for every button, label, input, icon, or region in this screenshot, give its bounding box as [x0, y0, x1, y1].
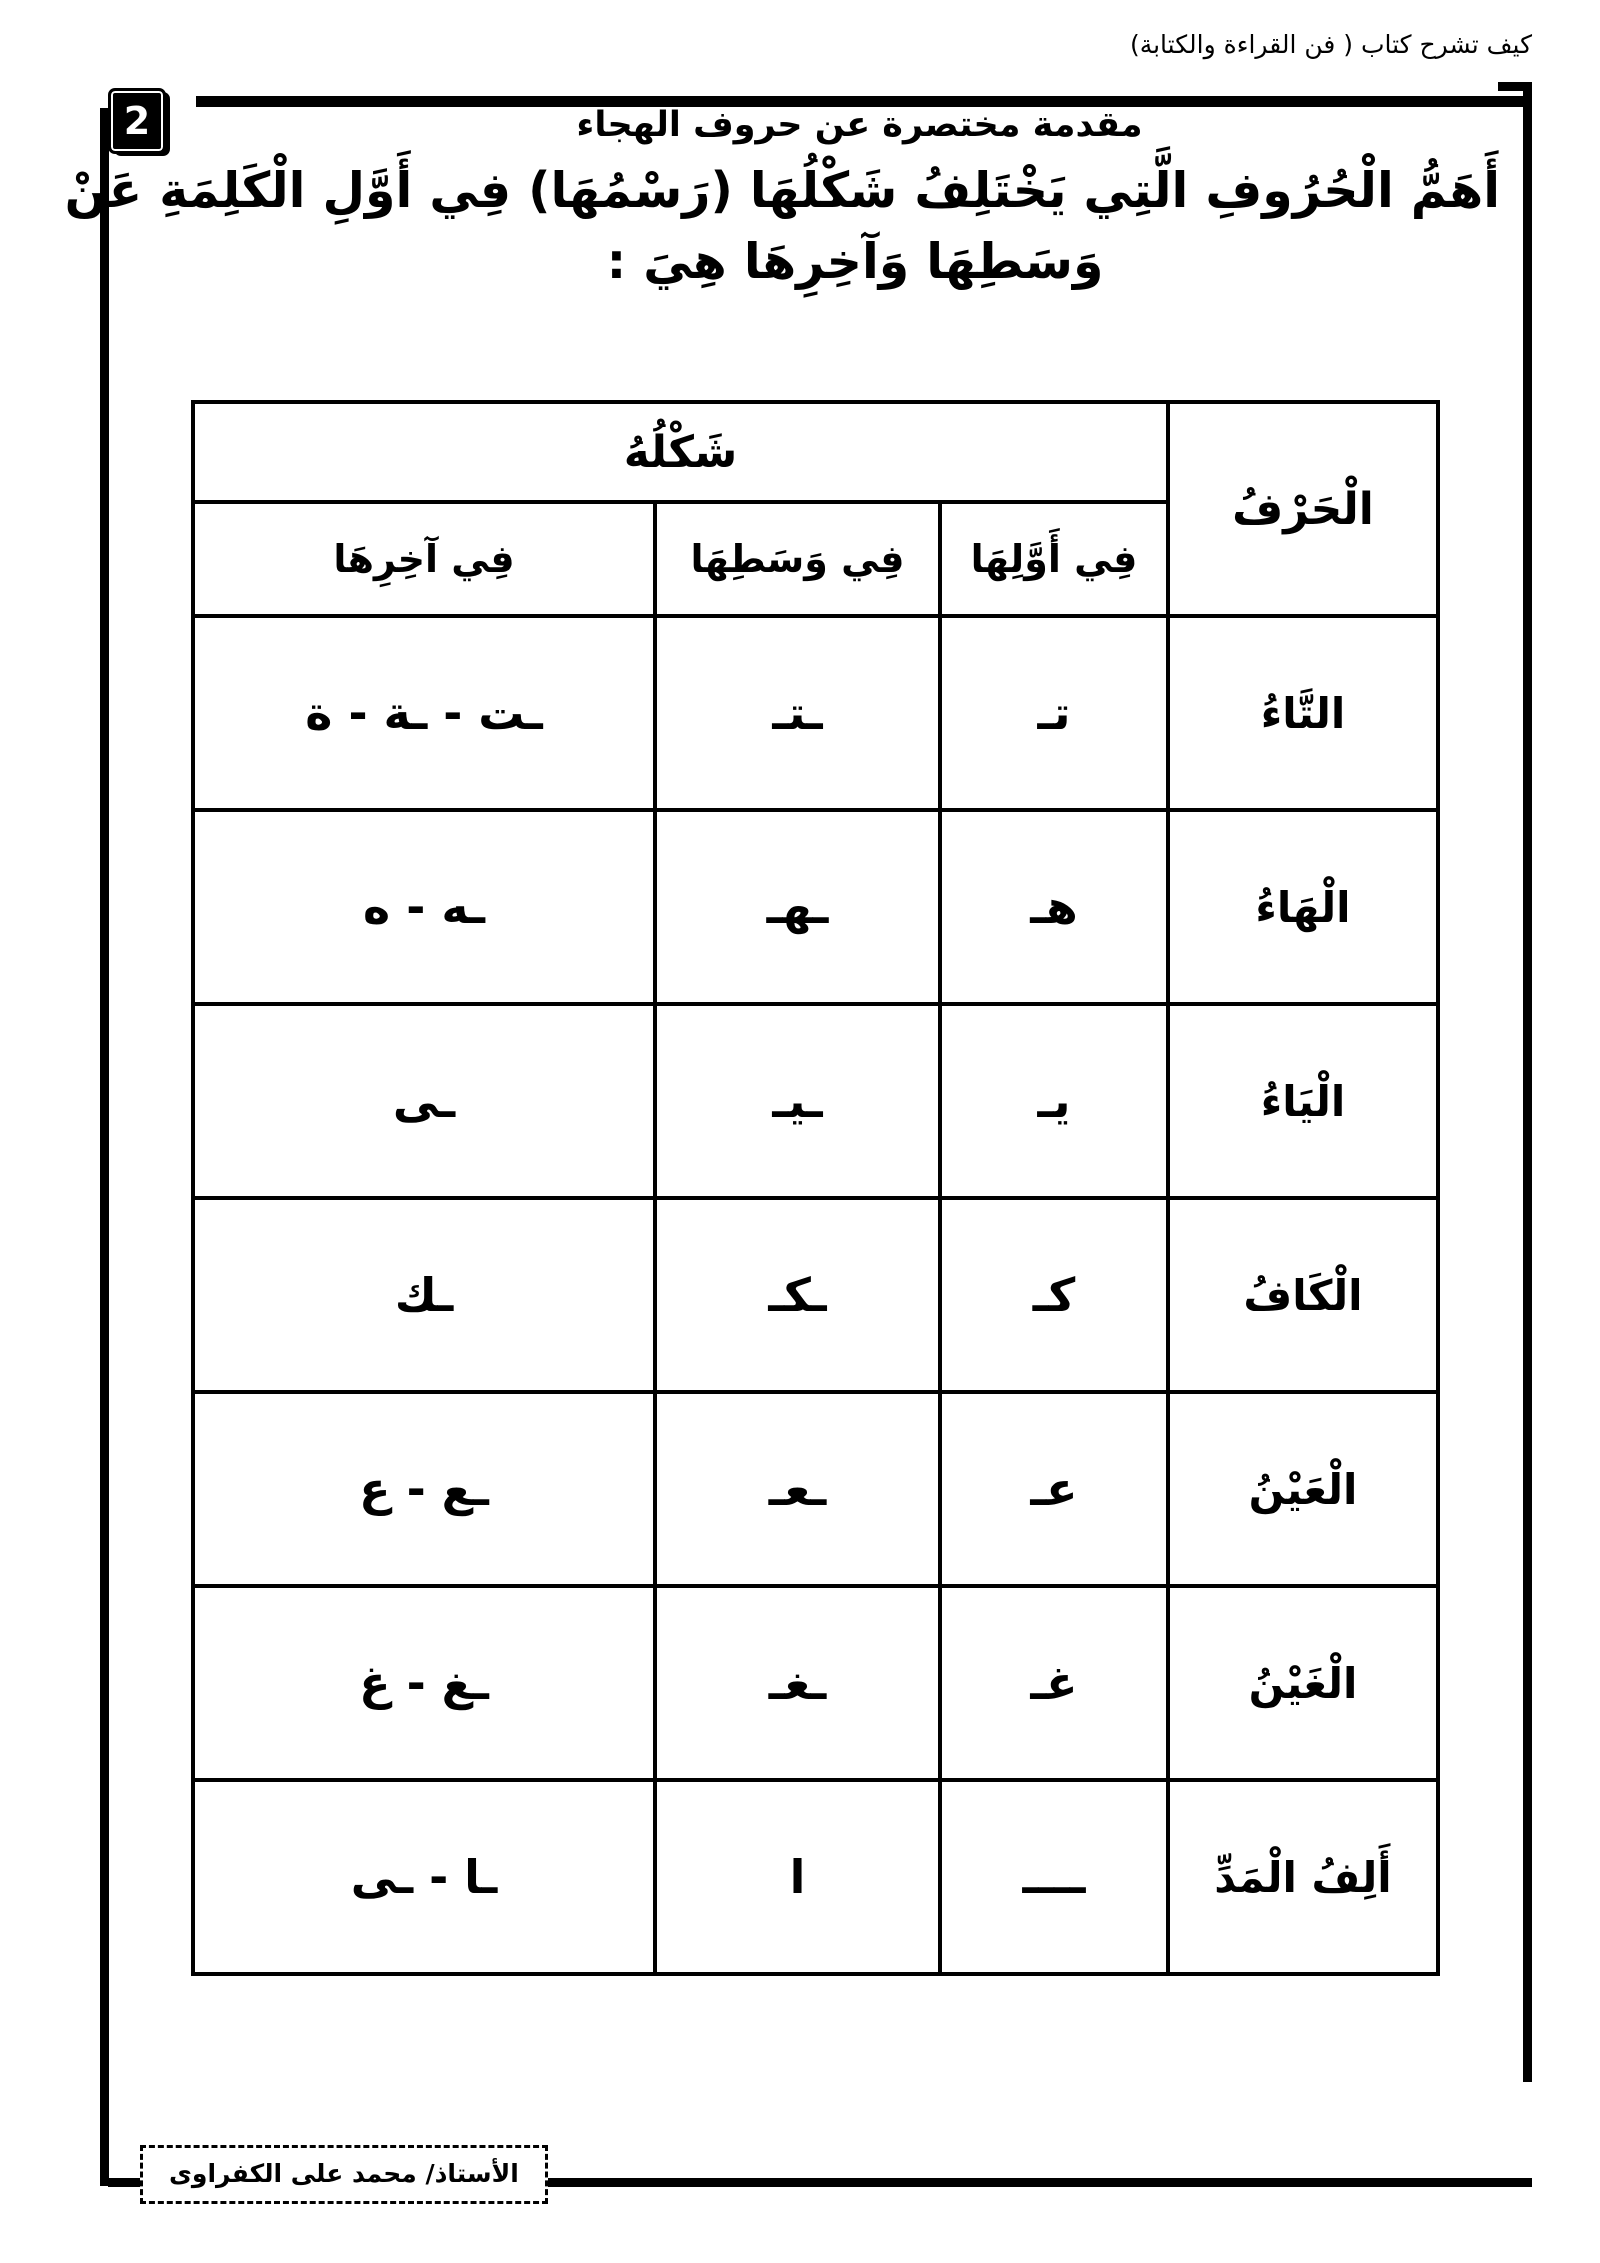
cell-form-medial: ـعـ [655, 1392, 940, 1586]
frame-border-right [1523, 82, 1532, 2082]
cell-letter-name: الْيَاءُ [1168, 1004, 1438, 1198]
table-head [193, 402, 1438, 616]
cell-form-medial: ـكـ [655, 1198, 940, 1392]
cell-form-final: ـك [193, 1198, 655, 1392]
cell-form-initial: عـ [940, 1392, 1168, 1586]
intro-paragraph [64, 155, 1500, 297]
cell-form-final: ـا - ـى [193, 1780, 655, 1974]
running-head: كيف تشرح كتاب ( فن القراءة والكتابة) [1129, 30, 1532, 59]
cell-form-final: ـت - ـة - ة [193, 616, 655, 810]
cell-form-medial: ـتـ [655, 616, 940, 810]
letter-forms-table [191, 400, 1440, 1976]
cell-form-medial: ـيـ [655, 1004, 940, 1198]
chapter-title: مقدمة مختصرة عن حروف الهجاء [576, 105, 1143, 145]
letter-forms-table-wrapper [195, 400, 1440, 1976]
cell-letter-name: الْعَيْنُ [1168, 1392, 1438, 1586]
cell-letter-name: الْغَيْنُ [1168, 1586, 1438, 1780]
cell-form-initial: ــــ [940, 1780, 1168, 1974]
table-row [193, 1780, 1438, 1974]
author-credit-text: الأستاذ/ محمد على الكفراوى [169, 2159, 519, 2188]
page-badge-face [108, 88, 166, 154]
cell-form-final: ـع - ع [193, 1392, 655, 1586]
table-row [193, 810, 1438, 1004]
table-row [193, 1586, 1438, 1780]
column-header-medial: فِي وَسَطِهَا [655, 502, 940, 616]
cell-form-initial: يـ [940, 1004, 1168, 1198]
cell-form-initial: تـ [940, 616, 1168, 810]
column-header-letter: الْحَرْفُ [1168, 402, 1438, 616]
cell-form-medial: ـغـ [655, 1586, 940, 1780]
cell-letter-name: الْهَاءُ [1168, 810, 1438, 1004]
page-number-badge [108, 88, 170, 156]
cell-form-final: ـى [193, 1004, 655, 1198]
column-header-initial: فِي أَوَّلِهَا [940, 502, 1168, 616]
frame-border-left [100, 108, 109, 2186]
column-header-final: فِي آخِرِهَا [193, 502, 655, 616]
table-row [193, 1392, 1438, 1586]
cell-letter-name: أَلِفُ الْمَدِّ [1168, 1780, 1438, 1974]
cell-form-final: ـغ - غ [193, 1586, 655, 1780]
cell-letter-name: التَّاءُ [1168, 616, 1438, 810]
cell-form-initial: غـ [940, 1586, 1168, 1780]
cell-form-final: ـه - ه [193, 810, 655, 1004]
table-body [193, 616, 1438, 1974]
cell-form-medial: ا [655, 1780, 940, 1974]
table-header-row-group [193, 402, 1438, 502]
table-row [193, 1004, 1438, 1198]
table-row [193, 1198, 1438, 1392]
intro-line-2: وَسَطِهَا وَآخِرِهَا هِيَ : [606, 233, 1104, 291]
table-row [193, 616, 1438, 810]
cell-form-initial: هـ [940, 810, 1168, 1004]
intro-line-1: أَهَمُّ الْحُرُوفِ الَّتِي يَخْتَلِفُ شَكْلُهَا (رَسْمُهَا) فِي أَوَّلِ الْكَلِمَةِ عَنْ [64, 162, 1500, 219]
cell-letter-name: الْكَافُ [1168, 1198, 1438, 1392]
author-credit-box [140, 2145, 548, 2204]
cell-form-medial: ـهـ [655, 810, 940, 1004]
cell-form-initial: كـ [940, 1198, 1168, 1392]
page-number-value: 2 [123, 99, 151, 143]
column-group-header-shape: شَكْلُهُ [193, 402, 1168, 502]
